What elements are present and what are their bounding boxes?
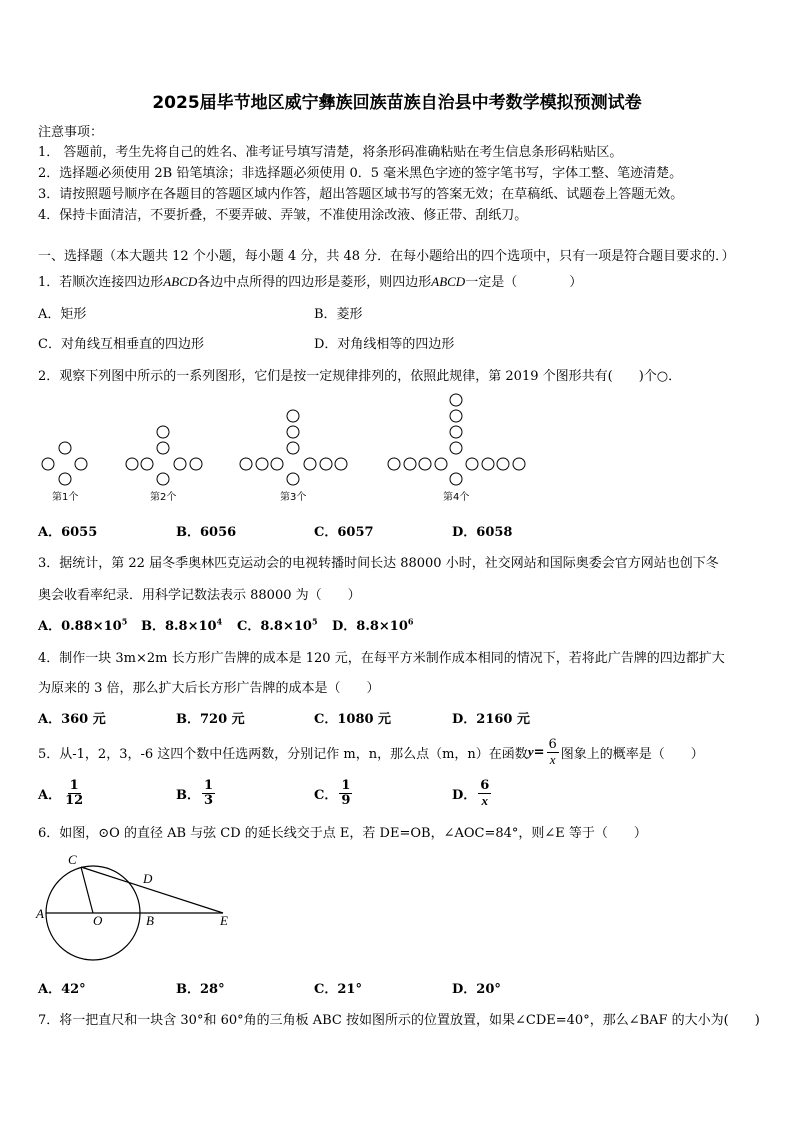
q3-option-b [141, 615, 222, 634]
q3-a-base: A．0.88×10 [38, 619, 122, 634]
q5-d-label: D． [452, 787, 477, 803]
q5-d-fraction [478, 779, 491, 807]
q5-c-fraction [339, 779, 352, 807]
q1-option-a: A．矩形 [38, 307, 87, 322]
pattern-label-3: 第3个 [280, 492, 307, 503]
q4-option-b: B．720 元 [176, 712, 245, 727]
question-4-line-1: 4．制作一块 3m×2m 长方形广告牌的成本是 120 元，在每平方米制作成本相同的情况下，若将此广告牌的四边都扩大 [38, 651, 725, 666]
q5-a-num: 1 [69, 777, 79, 793]
q3-d-base: D．8.8×10 [332, 619, 408, 634]
pattern-1 [42, 442, 87, 485]
notice-heading: 注意事项： [38, 125, 104, 140]
q5-fraction-num: 6 [548, 736, 557, 752]
pattern-label-1: 第1个 [52, 492, 79, 503]
q6-option-a: A．42° [38, 982, 86, 997]
pattern-label-4: 第4个 [443, 492, 470, 503]
q1-text-2: 各边中点所得的四边形是菱形，则四边形 [197, 275, 432, 290]
q1-option-b: B．菱形 [314, 307, 363, 322]
q5-c-label: C． [314, 787, 338, 803]
notice-item: 1． 答题前，考生先将自己的姓名、准考证号填写清楚，将条形码准确粘贴在考生信息条形码粘贴区。 [38, 145, 623, 160]
q5-a-den: 12 [65, 792, 84, 808]
pattern-label-2: 第2个 [150, 492, 177, 503]
q1-option-d: D．对角线相等的四边形 [314, 337, 455, 352]
q5-b-num: 1 [204, 777, 214, 793]
q2-option-a: A．6055 [38, 525, 98, 540]
q5-b-label: B． [176, 787, 200, 803]
q5-c-num: 1 [341, 777, 351, 793]
q5-function-fraction [547, 738, 559, 766]
q3-a-exponent: 5 [121, 616, 128, 627]
q5-d-den: x [481, 792, 489, 808]
q3-c-base: C．8.8×10 [237, 619, 312, 634]
point-label-o: O [93, 913, 103, 928]
q2-option-b: B．6056 [176, 525, 237, 540]
question-7-stem: 7．将一把直尺和一块含 30°和 60°角的三角板 ABC 按如图所示的位置放置，如果∠CDE=40°，那么∠BAF 的大小为( ) [38, 1013, 760, 1028]
q1-abcd: ABCD [163, 274, 198, 289]
q6-option-c: C．21° [314, 982, 362, 997]
q5-equals: = [533, 744, 545, 760]
q5-c-den: 9 [341, 792, 351, 808]
question-3-line-2: 奥会收看率纪录．用科学记数法表示 88000 为（ ） [38, 588, 361, 603]
question-1-stem [38, 271, 582, 290]
q3-c-exponent: 5 [311, 616, 318, 627]
q5-b-den: 3 [204, 792, 214, 808]
point-label-e: E [220, 913, 228, 928]
q5-y: y [527, 744, 534, 759]
q5-option-c [314, 775, 354, 811]
q4-option-c: C．1080 元 [314, 712, 392, 727]
question-5-stem [38, 735, 704, 769]
q5-a-fraction [63, 779, 85, 807]
page-title: 2025届毕节地区威宁彝族回族苗族自治县中考数学模拟预测试卷 [152, 93, 642, 113]
q4-option-a: A．360 元 [38, 712, 106, 727]
q3-b-base: B．8.8×10 [141, 619, 217, 634]
line-co [81, 867, 93, 913]
point-label-d: D [143, 871, 153, 886]
q5-b-fraction [202, 779, 215, 807]
circle-pattern-figure [0, 390, 794, 510]
q3-option-d [332, 615, 413, 634]
q3-d-exponent: 6 [407, 616, 414, 627]
question-4-line-2: 为原来的 3 倍，那么扩大后长方形广告牌的成本是（ ） [38, 681, 380, 696]
q5-d-num: 6 [480, 777, 490, 793]
question-6-stem: 6．如图，⊙O 的直径 AB 与弦 CD 的延长线交于点 E，若 DE=OB，∠AOC=84°，则∠E 等于（ ） [38, 826, 647, 841]
pattern-2 [126, 426, 202, 485]
q5-option-b [176, 775, 217, 811]
q5-option-d [452, 775, 493, 811]
q5-option-a [38, 775, 87, 811]
q3-b-exponent: 4 [216, 616, 223, 627]
q5-fraction-den: x [549, 751, 556, 767]
point-label-b: B [146, 913, 154, 928]
q1-option-c: C．对角线互相垂直的四边形 [38, 337, 204, 352]
q6-option-d: D．20° [452, 982, 501, 997]
q5-text-2: 图象上的概率是（ ） [560, 746, 704, 762]
q2-option-d: D．6058 [452, 525, 513, 540]
pattern-4 [388, 394, 525, 485]
q1-text-1: 1．若顺次连接四边形 [38, 275, 164, 290]
q4-option-d: D．2160 元 [452, 712, 530, 727]
q1-abcd-2: ABCD [431, 274, 466, 289]
section-heading: 一、选择题（本大题共 12 个小题，每小题 4 分，共 48 分．在每小题给出的四个选项中，只有一项是符合题目要求的．） [38, 249, 735, 264]
question-3-line-1: 3．据统计，第 22 届冬季奥林匹克运动会的电视转播时间长达 88000 小时，社交网站和国际奥委会官方网站也创下冬 [38, 556, 719, 571]
point-label-a: A [36, 906, 44, 921]
notice-item: 3．请按照题号顺序在各题目的答题区域内作答，超出答题区域书写的答案无效；在草稿纸、试题卷上答题无效。 [38, 187, 684, 202]
q2-option-c: C．6057 [314, 525, 374, 540]
circle-geometry-figure [30, 845, 250, 965]
q5-text-1: 5．从-1，2，3，-6 这四个数中任选两数，分别记作 m，n，那么点（m，n）在函数 [38, 746, 528, 762]
notice-item: 4．保持卡面清洁，不要折叠，不要弄破、弄皱，不准使用涂改液、修正带、刮纸刀。 [38, 208, 528, 223]
q5-a-label: A． [38, 787, 62, 803]
point-label-c: C [68, 852, 77, 867]
q6-option-b: B．28° [176, 982, 225, 997]
q1-text-3: 一定是（ ） [465, 275, 583, 290]
q3-option-c [237, 615, 318, 634]
pattern-3 [240, 410, 347, 485]
q3-option-a [38, 615, 127, 634]
question-2-stem: 2．观察下列图中所示的一系列图形，它们是按一定规律排列的，依照此规律，第 2019 个图形共有( )个○． [38, 369, 682, 384]
notice-item: 2．选择题必须使用 2B 铅笔填涂；非选择题必须使用 0．5 毫米黑色字迹的签字笔书写，字体工整、笔迹清楚。 [38, 166, 683, 181]
